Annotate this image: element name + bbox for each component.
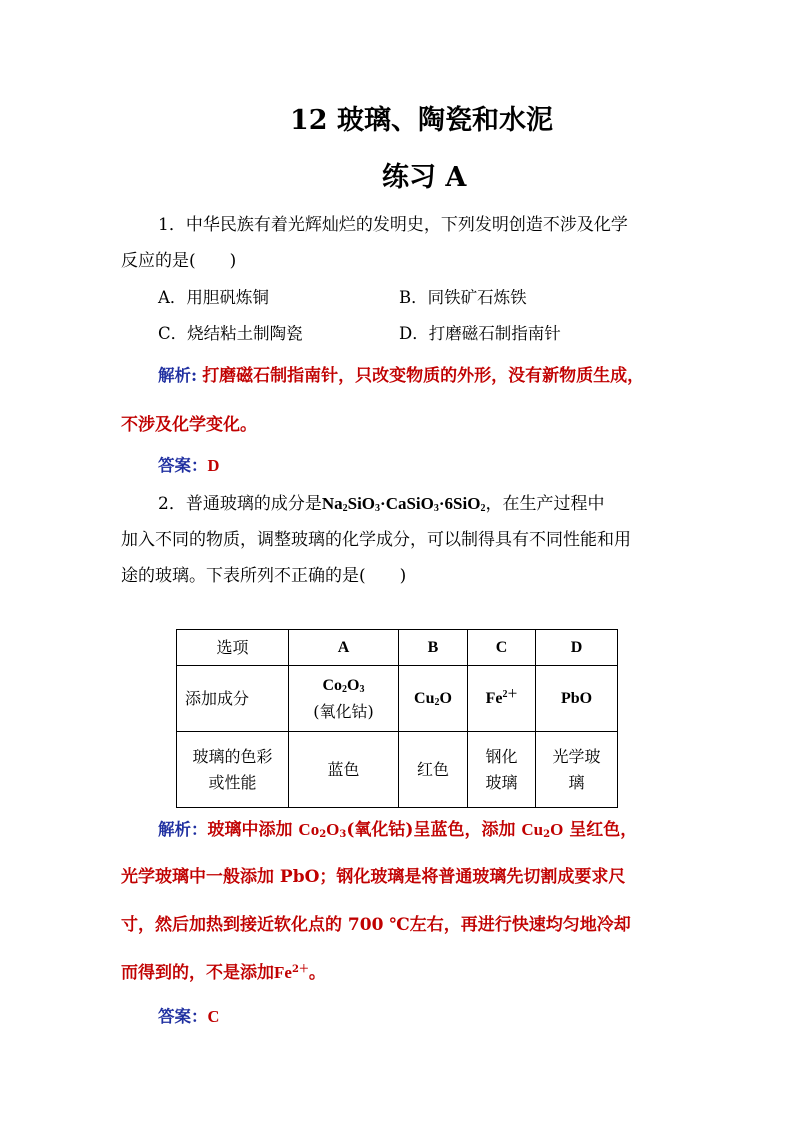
formula-co2o3 xyxy=(293,673,394,699)
q1-answer-label: 答案： xyxy=(158,456,208,475)
q2-explanation-line-2: 光学玻璃中一般添加 PbO；钢化玻璃是将普通玻璃先切割成要求尺 xyxy=(121,867,626,887)
q2-formula xyxy=(322,494,486,513)
table-cell-b xyxy=(399,666,468,732)
formula-part: O xyxy=(439,689,452,707)
q2-text-line-2: 加入不同的物质，调整玻璃的化学成分，可以制得具有不同性能和用 xyxy=(121,530,631,550)
expl-sub: 2 xyxy=(543,829,551,840)
q2-text-prefix: 2．普通玻璃的成分是 xyxy=(158,494,322,514)
q1-explanation-line-2: 不涉及化学变化。 xyxy=(121,415,257,435)
formula-sub: 3 xyxy=(359,683,365,695)
q1-explanation-text: 打磨磁石制指南针，只改变物质的外形，没有新物质生成， xyxy=(202,366,645,386)
q2-formula-sub: 2 xyxy=(480,503,486,514)
formula-part: O xyxy=(347,676,360,694)
q2-text-suffix: ，在生产过程中 xyxy=(485,494,605,514)
q2-formula-sub: 3 xyxy=(375,503,381,514)
expl-sub: 3 xyxy=(339,829,347,840)
q2-explanation-text xyxy=(208,820,638,840)
q2-explanation-label: 解析： xyxy=(158,820,208,839)
table-row-label: 添加成分 xyxy=(177,666,289,732)
q1-option-a: A．用胆矾炼铜 xyxy=(158,288,269,307)
q1-option-d: D．打磨磁石制指南针 xyxy=(399,324,561,343)
compound-name: (氧化钴) xyxy=(313,701,374,721)
cell-line: 钢化 xyxy=(485,746,518,766)
expl-formula: Cu xyxy=(521,820,544,839)
q2-formula-dot: · xyxy=(380,494,386,513)
q2-answer xyxy=(158,1003,219,1027)
table-cell-c xyxy=(468,666,536,732)
q2-explanation-line-3: 寸，然后加热到接近软化点的 700 ℃左右，再进行快速均匀地冷却 xyxy=(121,915,631,935)
q2-explanation-line-1 xyxy=(158,815,637,840)
table-header-cell: B xyxy=(399,630,468,666)
table-header-row xyxy=(177,630,618,666)
expl-part: 呈红色， xyxy=(569,820,638,840)
formula-sub: 2 xyxy=(342,683,348,695)
formula-part: Cu xyxy=(414,689,435,707)
table-header-cell: A xyxy=(289,630,399,666)
q2-formula-sub: 3 xyxy=(433,503,439,514)
formula-sup: 2＋ xyxy=(502,688,518,700)
q1-answer-value: D xyxy=(207,456,220,475)
expl-sup: 2＋ xyxy=(291,964,309,975)
q1-explanation-label: 解析: xyxy=(158,366,198,385)
table-row-label xyxy=(177,732,289,808)
q2-explanation-line-4 xyxy=(121,958,326,983)
row-label-line: 玻璃的色彩 xyxy=(192,746,273,766)
q2-formula-sio: SiO xyxy=(347,494,376,513)
row-label-line: 或性能 xyxy=(208,772,257,792)
table-cell-a xyxy=(289,666,399,732)
q2-formula-6sio: 6SiO xyxy=(444,494,481,513)
q2-formula-casio: CaSiO xyxy=(385,494,434,513)
q1-option-b: B．同铁矿石炼铁 xyxy=(399,288,527,307)
cell-line: 玻璃 xyxy=(485,772,518,792)
page-title: 12 玻璃、陶瓷和水泥 xyxy=(290,105,553,136)
expl-formula: O xyxy=(326,820,340,839)
cell-line: 光学玻 xyxy=(552,746,601,766)
q2-formula-sub: 2 xyxy=(342,503,348,514)
q1-text-line-2: 反应的是( ) xyxy=(121,251,237,271)
q1-option-c: C．烧结粘土制陶瓷 xyxy=(158,324,303,343)
q2-answer-label: 答案： xyxy=(158,1007,208,1026)
table-cell-c xyxy=(468,732,536,808)
formula-part: Fe xyxy=(485,689,503,707)
table-cell-d xyxy=(536,732,618,808)
expl-part: 。 xyxy=(308,963,326,983)
expl-part: 玻璃中添加 xyxy=(207,820,293,840)
expl-part: (氧化钴)呈蓝色，添加 xyxy=(346,820,516,840)
q2-answer-value: C xyxy=(207,1007,220,1026)
table-row xyxy=(177,732,618,808)
table-header-cell: D xyxy=(536,630,618,666)
table-header-cell: 选项 xyxy=(177,630,289,666)
q2-text-line-3: 途的玻璃。下表所列不正确的是( ) xyxy=(121,566,407,586)
table-cell-a: 蓝色 xyxy=(289,732,399,808)
q1-text-line-1: 1．中华民族有着光辉灿烂的发明史，下列发明创造不涉及化学 xyxy=(158,215,628,235)
expl-part: 而得到的，不是添加 xyxy=(121,963,274,983)
table-row xyxy=(177,666,618,732)
q1-answer xyxy=(158,452,219,476)
formula-part: Co xyxy=(322,676,343,694)
q2-formula-na: Na xyxy=(321,494,343,513)
table-cell-b: 红色 xyxy=(399,732,468,808)
formula-sub: 2 xyxy=(434,696,440,708)
expl-formula: Co xyxy=(298,820,320,839)
q2-formula-dot: · xyxy=(438,494,445,513)
cell-line: 璃 xyxy=(568,772,585,792)
table-cell-d: PbO xyxy=(536,666,618,732)
expl-formula: O xyxy=(550,820,564,839)
q2-options-table xyxy=(176,629,618,808)
table-header-cell: C xyxy=(468,630,536,666)
expl-sub: 2 xyxy=(319,829,327,840)
exercise-subtitle: 练习 A xyxy=(382,162,467,193)
expl-formula: Fe xyxy=(274,963,292,982)
q2-text-line-1 xyxy=(158,489,604,514)
q1-explanation-line-1 xyxy=(158,361,644,386)
